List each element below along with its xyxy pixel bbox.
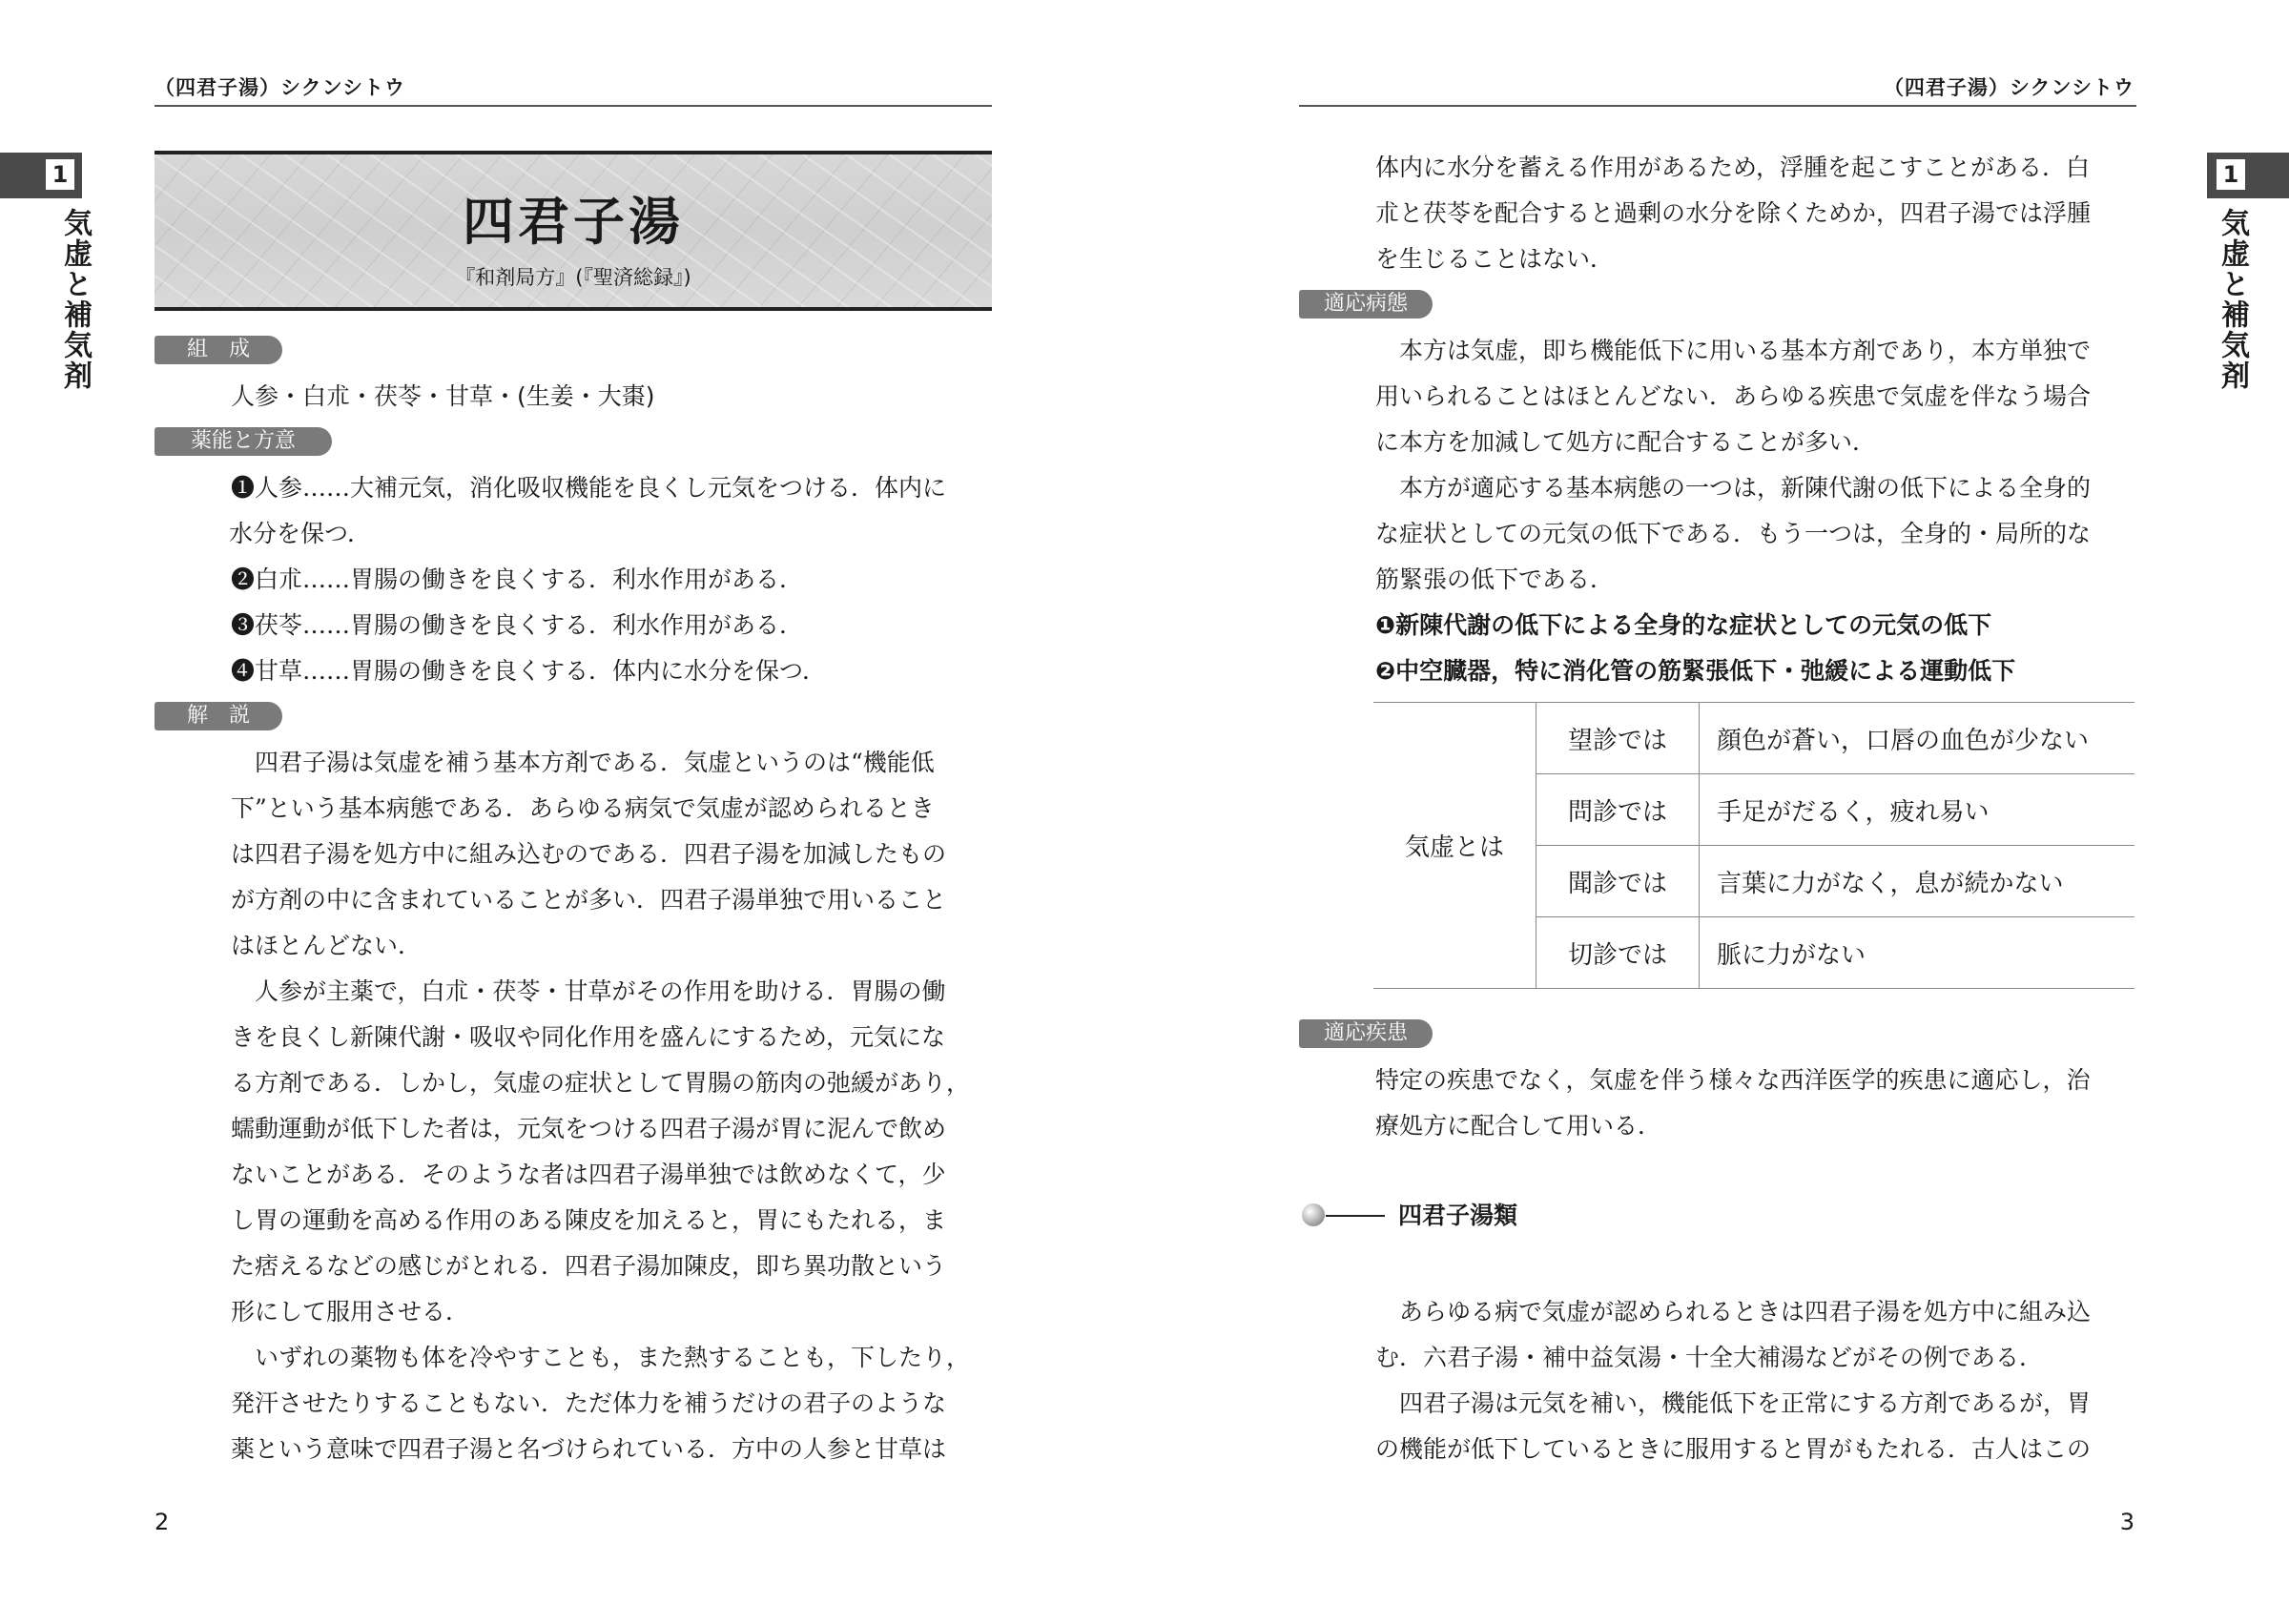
chapter-tab (2207, 153, 2289, 198)
commentary-line: し胃の運動を高める作用のある陳皮を加えると，胃にもたれる，ま (231, 1206, 947, 1234)
table-method: 問診では (1536, 774, 1700, 846)
key-points (1375, 603, 2138, 694)
effects-line: ❹甘草……胃腸の働きを良くする．体内に水分を保つ． (231, 657, 827, 685)
table-method: 切診では (1536, 917, 1700, 989)
disease-line: 療処方に配合して用いる． (1375, 1112, 1662, 1140)
right-page (1144, 0, 2289, 1624)
label-indication-disease: 適応疾患 (1299, 1019, 1433, 1048)
section-text (1375, 1289, 2138, 1472)
composition-text: 人参・白朮・茯苓・甘草・(生姜・大棗) (231, 382, 655, 410)
table-finding: 言葉に力がなく，息が続かない (1700, 846, 2135, 917)
commentary-body (231, 740, 994, 1472)
section-line: む．六君子湯・補中益気湯・十全大補湯などがその例である． (1375, 1344, 2044, 1371)
intro-text (1375, 145, 2138, 282)
intro-line: を生じることはない． (1375, 245, 1615, 273)
label-indication-state: 適応病態 (1299, 290, 1433, 319)
disease-line: 特定の疾患でなく，気虚を伴う様々な西洋医学的疾患に適応し，治 (1375, 1066, 2091, 1094)
commentary-line: 形にして服用させる． (231, 1298, 470, 1326)
commentary-line: 四君子湯は気虚を補う基本方剤である．気虚というのは“機能低 (231, 749, 935, 776)
commentary-line: はほとんどない． (231, 932, 423, 959)
label-composition: 組 成 (155, 336, 282, 364)
table-finding: 顔色が蒼い，口唇の血色が少ない (1700, 703, 2135, 774)
commentary-line: 発汗させたりすることもない．ただ体力を補うだけの君子のような (231, 1389, 947, 1417)
commentary-line: 人参が主薬で，白朮・茯苓・甘草がその作用を助ける．胃腸の働 (231, 977, 946, 1005)
section-line: の機能が低下しているときに服用すると胃がもたれる．古人はこの (1375, 1435, 2092, 1463)
effects-line: ❶人参……大補元気，消化吸収機能を良くし元気をつける．体内に (231, 474, 947, 502)
intro-line: 朮と茯苓を配合すると過剰の水分を除くためか，四君子湯では浮腫 (1375, 199, 2092, 227)
page-number: 2 (155, 1509, 170, 1535)
state-line: に本方を加減して処方に配合することが多い． (1375, 428, 1877, 456)
running-head: （四君子湯）シクンシトウ (1883, 75, 2134, 99)
table-method: 望診では (1536, 703, 1700, 774)
section-title: 四君子湯類 (1398, 1202, 1518, 1229)
state-line: な症状としての元気の低下である．もう一つは，全身的・局所的な (1375, 520, 2092, 547)
table-finding: 手足がだるく，疲れ易い (1700, 774, 2135, 846)
state-text (1375, 328, 2138, 603)
title-source: 『和剤局方』(『聖済総録』) (455, 266, 691, 289)
section-bullet-line (1326, 1215, 1385, 1217)
label-commentary: 解 説 (155, 702, 282, 730)
page-title: 四君子湯 (463, 191, 684, 252)
header-rule (155, 105, 992, 107)
state-line: 用いられることはほとんどない．あらゆる疾患で気虚を伴なう場合 (1375, 382, 2092, 410)
commentary-line: 薬という意味で四君子湯と名づけられている．方中の人参と甘草は (231, 1435, 947, 1463)
page-number: 3 (2119, 1509, 2134, 1535)
chapter-title: 気虚と補気剤 (2216, 208, 2249, 391)
chapter-tab (0, 153, 82, 198)
state-line: 筋緊張の低下である． (1375, 565, 1615, 593)
key-point: ❶新陳代謝の低下による全身的な症状としての元気の低下 (1375, 611, 1992, 639)
section-line: あらゆる病で気虚が認められるときは四君子湯を処方中に組み込 (1375, 1298, 2092, 1326)
key-point: ❷中空臓器，特に消化管の筋緊張低下・弛緩による運動低下 (1375, 657, 2016, 685)
table-method: 聞診では (1536, 846, 1700, 917)
commentary-line: は四君子湯を処方中に組み込むのである．四君子湯を加減したもの (231, 840, 947, 868)
table-row (1373, 703, 2134, 774)
left-page (0, 0, 1144, 1624)
commentary-line: きを良くし新陳代謝・吸収や同化作用を盛んにするため，元気にな (231, 1023, 946, 1051)
state-line: 本方は気虚，即ち機能低下に用いる基本方剤であり，本方単独で (1375, 337, 2092, 364)
chapter-number: 1 (2217, 159, 2245, 190)
effects-line: 水分を保つ． (229, 520, 372, 547)
chapter-title: 気虚と補気剤 (58, 208, 92, 391)
label-effects: 薬能と方意 (155, 427, 332, 456)
effects-list (231, 465, 994, 694)
table-row-header: 気虚とは (1373, 703, 1536, 989)
commentary-line: る方剤である．しかし，気虚の症状として胃腸の筋肉の弛緩があり， (231, 1069, 971, 1097)
disease-text (1375, 1058, 2138, 1149)
effects-line: ❸茯苓……胃腸の働きを良くする．利水作用がある． (231, 611, 804, 639)
state-line: 本方が適応する基本病態の一つは，新陳代謝の低下による全身的 (1375, 474, 2092, 502)
chapter-number: 1 (46, 159, 74, 190)
intro-line: 体内に水分を蓄える作用があるため，浮腫を起こすことがある．白 (1375, 154, 2091, 181)
running-head: （四君子湯）シクンシトウ (155, 75, 406, 99)
header-rule (1299, 105, 2136, 107)
commentary-line: ないことがある．そのような者は四君子湯単独では飲めなくて，少 (231, 1161, 946, 1188)
commentary-line: いずれの薬物も体を冷やすことも，また熱することも，下したり， (231, 1344, 971, 1371)
section-bullet-icon (1302, 1203, 1325, 1226)
commentary-line: 蠕動運動が低下した者は，元気をつける四君子湯が胃に泥んで飲め (231, 1115, 947, 1142)
commentary-line: が方剤の中に含まれていることが多い．四君子湯単独で用いること (231, 886, 947, 914)
effects-line: ❷白朮……胃腸の働きを良くする．利水作用がある． (231, 565, 804, 593)
commentary-line: 下”という基本病態である．あらゆる病気で気虚が認められるとき (231, 794, 935, 822)
qi-deficiency-table (1373, 702, 2134, 989)
commentary-line: た痞えるなどの感じがとれる．四君子湯加陳皮，即ち異功散という (231, 1252, 947, 1280)
title-box (155, 151, 992, 311)
table-finding: 脈に力がない (1700, 917, 2135, 989)
section-line: 四君子湯は元気を補い，機能低下を正常にする方剤であるが，胃 (1375, 1389, 2092, 1417)
